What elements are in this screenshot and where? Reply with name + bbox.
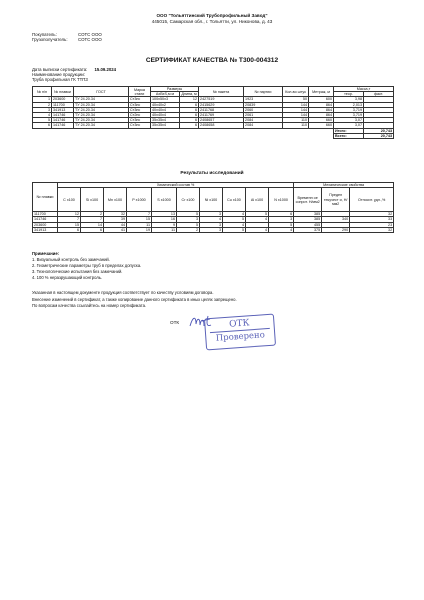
product-cell-meters: 660 [309, 118, 334, 123]
product-cell-qty: 144 [283, 113, 309, 118]
buyer-value: СОТС ООО [78, 32, 102, 37]
results-cell-mn: 32 [104, 212, 127, 217]
res-col-tensile: Временн ое сопрот. Н/мм2 [294, 188, 322, 212]
product-cell-meters: 660 [309, 123, 334, 128]
results-cell-cu: 5 [223, 217, 246, 222]
certificate-meta [32, 67, 116, 83]
results-cell-al: 5 [246, 212, 269, 217]
product-cell-steel: Ст3пс [129, 123, 151, 128]
results-cell-ni: 3 [200, 212, 223, 217]
product-name-value: Труба профильная ГК ТТПЗ [32, 77, 88, 83]
consignee-line [32, 37, 102, 42]
stamp-top-text: ОТК [209, 316, 270, 333]
results-cell-c: 7 [58, 217, 81, 222]
product-cell-qty: 50 [283, 97, 309, 102]
product-cell-steel: Ст3пс [129, 102, 151, 107]
results-cell-elong: 33 [350, 217, 394, 222]
results-cell-p: 19 [127, 227, 152, 232]
col-gost: ГОСТ [74, 87, 129, 97]
results-cell-c: 6 [58, 227, 81, 232]
results-cell-yield: 290 [322, 227, 350, 232]
product-cell-theor: 3,07 [334, 123, 364, 128]
col-qty: Кол-во штук [283, 87, 309, 97]
results-cell-s: 16 [152, 217, 177, 222]
product-cell-len: 6 [180, 107, 199, 112]
col-mass-theor: теор. [334, 92, 364, 97]
results-cell-al: 4 [246, 227, 269, 232]
results-cell-s: 9 [152, 222, 177, 227]
res-col-melt: № плавки [33, 183, 58, 212]
col-melt: № плавки [52, 87, 74, 97]
product-cell-meters: 864 [309, 107, 334, 112]
product-cell-size: 100х50х3 [151, 97, 180, 102]
product-cell-n: 1 [33, 97, 52, 102]
res-col-si: Si x100 [81, 188, 104, 212]
col-dims-size: АхВхS,м м [151, 92, 180, 97]
res-col-ni: Ni x100 [200, 188, 223, 212]
results-cell-ni: 3 [200, 227, 223, 232]
total-value: 20,743 [364, 128, 394, 133]
product-cell-melt: 203600 [52, 97, 74, 102]
col-dims: Размеры [151, 87, 199, 92]
product-cell-batch: 2061 [244, 113, 283, 118]
footer-line-3: По вопросам качества ссылайтесь на номер сертификата. [32, 303, 147, 308]
results-cell-n: 3 [269, 217, 294, 222]
note-item: 4. 100 % неразрушающий контроль. [32, 275, 103, 280]
product-cell-n: 5 [33, 118, 52, 123]
col-num: № п/п [33, 87, 52, 97]
res-col-cr: Cr x100 [177, 188, 200, 212]
results-cell-melt: 203600 [33, 222, 58, 227]
note-item: 1. Визуальный контроль без замечаний. [32, 257, 110, 262]
results-cell-si: 7 [81, 217, 104, 222]
product-cell-theor: 3,719 [334, 113, 364, 118]
product-cell-gost: ТУ 24.20.34 [74, 123, 129, 128]
results-cell-si: 14 [81, 222, 104, 227]
product-cell-len: 6 [180, 102, 199, 107]
product-cell-melt: 141746 [52, 113, 74, 118]
product-cell-meters: 864 [309, 102, 334, 107]
product-cell-size: 35х35х4 [151, 118, 180, 123]
results-cell-ni: 4 [200, 217, 223, 222]
product-cell-size: 40х40х4 [151, 113, 180, 118]
product-cell-theor: 2,013 [334, 102, 364, 107]
results-cell-al: 4 [246, 217, 269, 222]
grand-total-value: 20,743 [364, 133, 394, 138]
res-col-chem: Химический состав % [58, 183, 294, 188]
results-cell-n: 6 [269, 212, 294, 217]
results-cell-n: 4 [269, 227, 294, 232]
product-cell-batch: 20839 [244, 102, 283, 107]
res-col-al: Al x100 [246, 188, 269, 212]
product-cell-steel: Ст3пс [129, 118, 151, 123]
res-col-mn: Mn x100 [104, 188, 127, 212]
product-cell-pack: 2427519 [199, 97, 244, 102]
results-cell-si: 2 [81, 212, 104, 217]
product-cell-gost: ТУ 24.20.34 [74, 102, 129, 107]
product-cell-melt: 341913 [52, 107, 74, 112]
col-pack: № пакета [199, 87, 244, 97]
results-cell-p: 15 [127, 217, 152, 222]
results-cell-elong: 32 [350, 227, 394, 232]
results-cell-melt: 111700 [33, 212, 58, 217]
col-mass-fact: факт. [364, 92, 394, 97]
footer-text [32, 290, 237, 310]
product-cell-melt: 141746 [52, 123, 74, 128]
res-col-cu: Cu x100 [223, 188, 246, 212]
results-cell-s: 11 [152, 227, 177, 232]
product-cell-batch: 2060 [244, 107, 283, 112]
issue-date-label: Дата выписки сертификата: [32, 67, 88, 72]
results-cell-elong: 32 [350, 212, 394, 217]
product-cell-qty: 110 [283, 118, 309, 123]
res-col-yield: Предел текучест и, Н/мм2 [322, 188, 350, 212]
results-subheader-row [33, 188, 394, 212]
res-col-n: N x1000 [269, 188, 294, 212]
results-cell-melt: 141746 [33, 217, 58, 222]
product-cell-len: 6 [180, 113, 199, 118]
note-item: 2. Геометрические параметры труб в пределах допуска. [32, 263, 142, 268]
footer-line-1: Указанная в настоящем документе продукция соответствует по качеству условиям договора. [32, 290, 214, 295]
product-cell-pack: 2411768 [199, 107, 244, 112]
issue-date-value: 15.09.2024 [94, 67, 117, 72]
product-cell-steel: Ст2пс [129, 113, 151, 118]
res-col-p: P x1000 [127, 188, 152, 212]
product-cell-pack: 2411769 [199, 113, 244, 118]
results-cell-cr: 5 [177, 222, 200, 227]
results-cell-tensile: 375 [294, 227, 322, 232]
results-title: Результаты исследований [180, 171, 244, 176]
product-table-body [33, 97, 394, 128]
results-cell-mn: 39 [104, 217, 127, 222]
product-cell-qty: 144 [283, 102, 309, 107]
product-cell-qty: 144 [283, 107, 309, 112]
organization-address: 445015, Самарская обл., г. Тольятти, ул. Никонова, д. 43 [151, 18, 273, 24]
otk-label: ОТК [170, 320, 180, 325]
certificate-title: СЕРТИФИКАТ КАЧЕСТВА № Т300-004312 [145, 57, 279, 64]
stamp-bottom-text: Проверено [215, 330, 266, 344]
res-col-s: S x1000 [152, 188, 177, 212]
product-cell-pack: 2408657 [199, 118, 244, 123]
results-cell-cu: 4 [223, 212, 246, 217]
notes-heading: Примечание: [32, 251, 60, 256]
product-cell-n: 6 [33, 123, 52, 128]
product-cell-meters: 600 [309, 97, 334, 102]
product-cell-batch: 2084 [244, 118, 283, 123]
product-cell-size: 35х35х4 [151, 123, 180, 128]
product-cell-pack: 2408658 [199, 123, 244, 128]
product-cell-pack: 2415629 [199, 102, 244, 107]
product-cell-melt: 111700 [52, 102, 74, 107]
results-cell-cu: 5 [223, 227, 246, 232]
product-cell-theor: 3,719 [334, 107, 364, 112]
product-cell-meters: 864 [309, 113, 334, 118]
product-cell-len: 12 [180, 97, 199, 102]
total-label: Итого: [334, 128, 364, 133]
otk-stamp [204, 314, 276, 351]
results-cell-n: 5 [269, 222, 294, 227]
results-cell-p: 11 [127, 222, 152, 227]
results-cell-cr: 5 [177, 212, 200, 217]
product-cell-gost: ТУ 24.20.34 [74, 107, 129, 112]
organization-header [0, 13, 424, 24]
consignee-value: СОТС ООО [78, 37, 102, 43]
results-cell-c: 15 [58, 222, 81, 227]
product-table [32, 86, 394, 139]
product-cell-theor: 3,98 [334, 97, 364, 102]
grand-total-row [33, 133, 394, 138]
note-item: 3. Технологические испытания без замечаний. [32, 269, 123, 274]
product-cell-size: 40х40х2 [151, 102, 180, 107]
product-cell-n: 2 [33, 102, 52, 107]
product-cell-batch: 2084 [244, 123, 283, 128]
res-col-c: C x100 [58, 188, 81, 212]
results-cell-tensile: 385 [294, 217, 322, 222]
product-cell-gost: ТУ 24.20.34 [74, 97, 129, 102]
product-cell-theor: 3,07 [334, 118, 364, 123]
results-cell-mn: 44 [104, 222, 127, 227]
product-cell-batch: 1923 [244, 97, 283, 102]
results-cell-yield: 340 [322, 217, 350, 222]
results-table [32, 182, 394, 233]
product-cell-size: 40х40х4 [151, 107, 180, 112]
product-cell-gost: ТУ 24.20.34 [74, 118, 129, 123]
parties-block [32, 32, 102, 43]
results-cell-cu: 4 [223, 222, 246, 227]
col-steel: Марка стали [129, 87, 151, 97]
results-cell-tensile: 385 [294, 212, 322, 217]
product-name-label: Наименование продукции: [32, 72, 85, 78]
res-col-mech: Механические свойства [294, 183, 394, 188]
grand-total-label: Всего: [334, 133, 364, 138]
results-cell-cr: 2 [177, 227, 200, 232]
product-cell-gost: ТУ 24.20.34 [74, 113, 129, 118]
organization-name: ООО "Тольяттинский Трубопрофильный Завод" [156, 13, 268, 18]
results-row [33, 227, 394, 232]
results-table-body [33, 212, 394, 233]
col-dims-len: Длина, м [181, 92, 197, 97]
results-cell-si: 6 [81, 227, 104, 232]
grand-total-spacer [33, 133, 334, 138]
product-cell-qty: 110 [283, 123, 309, 128]
product-cell-len: 6 [180, 123, 199, 128]
buyer-label: Покупатель: [32, 32, 57, 37]
res-col-elong: Относит. удл.,% [350, 188, 394, 212]
product-cell-steel: Ст3пс [129, 97, 151, 102]
product-cell-melt: 141746 [52, 118, 74, 123]
results-cell-s: 13 [152, 212, 177, 217]
results-cell-cr: 3 [177, 217, 200, 222]
product-cell-len: 6 [180, 118, 199, 123]
col-mass: Масса,т [334, 87, 394, 92]
results-cell-ni: 3 [200, 222, 223, 227]
product-cell-n: 4 [33, 113, 52, 118]
results-cell-mn: 41 [104, 227, 127, 232]
results-cell-c: 12 [58, 212, 81, 217]
col-meters: Метраж, м [309, 87, 334, 97]
footer-line-2: Внесение изменений в сертификат, а также копирование данного сертификата в иных целях запрещено. [32, 296, 237, 302]
consignee-label: Грузополучатель: [32, 37, 68, 43]
results-cell-elong: 23 [350, 222, 394, 227]
product-cell-steel: Ст3пс [129, 107, 151, 112]
results-cell-melt: 341913 [33, 227, 58, 232]
product-cell-n: 3 [33, 107, 52, 112]
results-cell-p: 7 [127, 212, 152, 217]
col-batch: № партии [244, 87, 283, 97]
results-cell-tensile: 455 [294, 222, 322, 227]
notes-block [32, 251, 141, 281]
